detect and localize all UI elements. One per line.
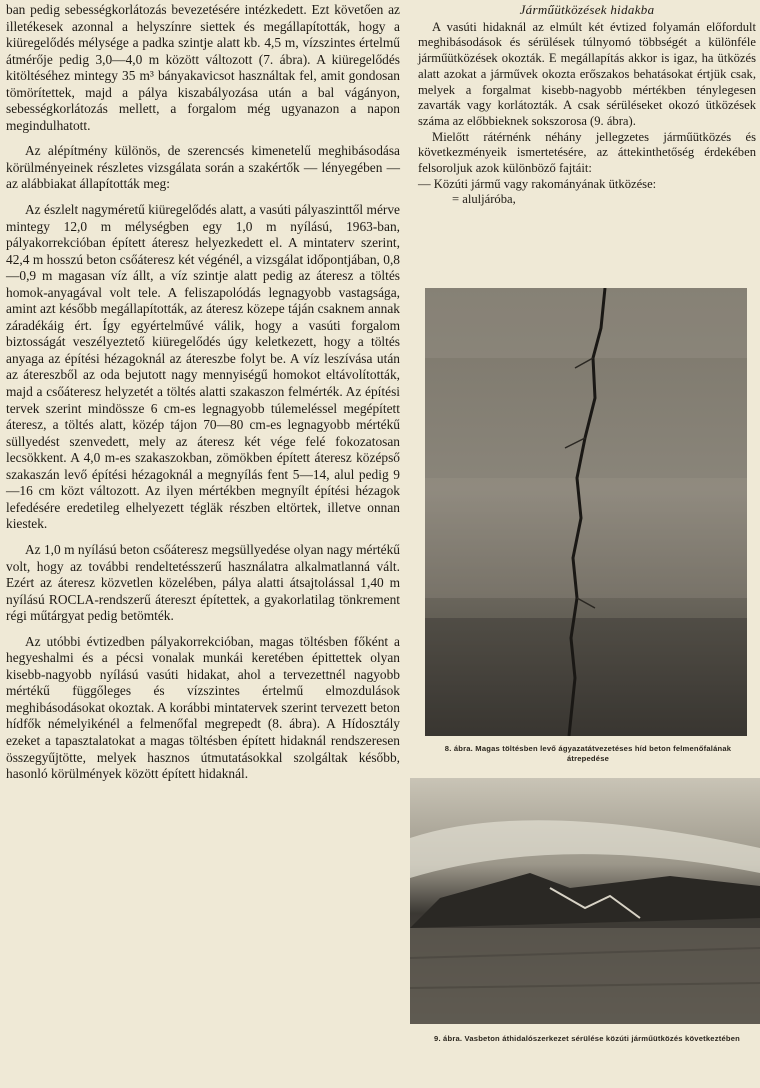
paragraph: Az észlelt nagyméretű kiüregelődés alatt, a vasúti pályaszinttől mérve mintegy 12,0 m mélységben egy 1,0 m nyílású, 1963-ban, pályakorrekcióban épített áteresz helyezkedett el. A mintaterv szerint, 42,4 m hosszú beton csőáteresz két végénél, a vizsgálat időpontjában, 0,8—0,9 m magasan víz állt, a víz szintje alatt pedig az áteresz a töltés homok-anyagával volt tele. A feliszapolódás legnagyobb vastagsága, amint azt később megállapították, az áteresz közepe táján csaknem annak záradékáig ért. Így egyértelművé válik, hogy a vasúti forgalom biztosságát veszélyeztető kiüregelődés úgy keletkezett, hogy a töltés anyaga az építési hézagoknál az átereszbe folyt be. A víz leszívása után az átereszből az oda bejutott nagy mennyiségű homokot eltávolították, majd a csőáteresz helyzetét a töltés alatti szakaszon felmérték. Az építési tervek szerint mindössze 6 cm-es legnagyobb túlemeléssel megépített áteresz, a töltés alatt, közép tájon 70—80 cm-es legnagyobb mértékű süllyedést szenvedett, mely az áteresz két vége felé fokozatosan lecsökkent. A 4,0 m-es szakaszokban, zömökben épített áteresz középső szakaszán levő építési hézagoknál a megnyílás fent 5—14, alul pedig 9—16 cm közt változott. Az ilyen mértékben megnyílt építési hézagok lefedésére eredetileg elhelyezett tégläk részben eltörtek, illetve onnan kiestek. (6, 202, 400, 532)
paragraph: ban pedig sebességkorlátozás bevezetésére intézkedett. Ezt követően az illetékesek azonnal a helyszínre siettek és megállapították, hogy a kiüregelődés mélysége a padka szintje alatt kb. 4,5 m, vízszintes értelmű átmérője pedig 3,0—4,0 m között változott (7. ábra). A kiüregelődés kitöltéséhez mintegy 35 m³ bányakavicsot használtak fel, amit gondosan tömörítettek, majd a pálya kiszabályozása után a bal vágányon, sebességkorlátozás mellett, a forgalom még ugyanazon a napon megindulhatott. (6, 2, 400, 133)
figure-9-caption: 9. ábra. Vasbeton áthidalószerkezet sérülése közúti járműütközés következtében (434, 1034, 740, 1043)
paragraph: Az utóbbi évtizedben pályakorrekcióban, magas töltésben főként a hegyeshalmi és a pécsi vonalak munkái keretében épittettek olyan kisebb-nagyobb nyílású vasúti hidakat, ahol a tervezettnél nagyobb mértékű függőleges és vízszintes értelmű elmozdulások meghibásodásokat okoztak. A korábbi mintatervek szerint tervezett beton hídfők némelyikénél a felmenőfal megrepedt (8. ábra). A Hídosztály ezeket a tapasztalatokat a magas töltésben épített hidaknál rendszeresen összegyűjtötte, melyek hasznos útmutatásokkal szolgáltak később, hasonló körülmények között épített hidaknál. (6, 633, 400, 782)
paragraph: Mielőtt rátérnénk néhány jellegzetes járműütközés és következményeik ismertetésére, az áttekinthetőség érdekében felsoroljuk azok különböző fajtáit: (418, 129, 756, 176)
figure-9-photo (410, 778, 760, 1024)
damaged-bridge-image (410, 778, 760, 1024)
list-subitem: = aluljáróba, (452, 192, 516, 207)
figure-8-caption: 8. ábra. Magas töltésben levő ágyazatátvezetéses híd beton felmenőfalának átrepedése (444, 744, 732, 763)
paragraph: Az 1,0 m nyílású beton csőáteresz megsüllyedése olyan nagy mértékű volt, hogy az további rendeltetésszerű használatra alkalmatlanná vált. Ezért az áteresz közvetlen közelében, pálya alatti átsajtolással 1,40 m nyílású ROCLA-rendszerű átereszt építettek, a gyakorlatilag tönkrement régi műtárgyat pedig betömték. (6, 541, 400, 624)
list-item: — Közúti jármű vagy rakományának ütközése: (418, 176, 657, 191)
cracked-wall-image (425, 288, 747, 736)
figure-8-photo (425, 288, 747, 736)
section-heading: Járműütközések hidakba (519, 2, 655, 17)
left-text-column (6, 2, 400, 792)
right-text-column (418, 2, 756, 208)
paragraph: Az alépítmény különös, de szerencsés kimenetelű meghibásodása körülményeinek részletes vizsgálata során a szakértők — lényegében — az alábbiakat állapították meg: (6, 143, 400, 192)
paragraph: A vasúti hidaknál az elmúlt két évtized folyamán előfordult meghibásodások és sérülések túlnyomó többségét a különféle járműütközések okozták. E megállapítás akkor is igaz, ha ütközés alatt azokat a járművek okozta erőszakos behatásokat értjük csak, melyek a forgalmat kisebb-nagyobb mértékben ténylegesen zavarták vagy korlátozták. A csak sérüléseket okozó ütközések száma az előbbieknek sokszorosa (9. ábra). (418, 19, 756, 128)
